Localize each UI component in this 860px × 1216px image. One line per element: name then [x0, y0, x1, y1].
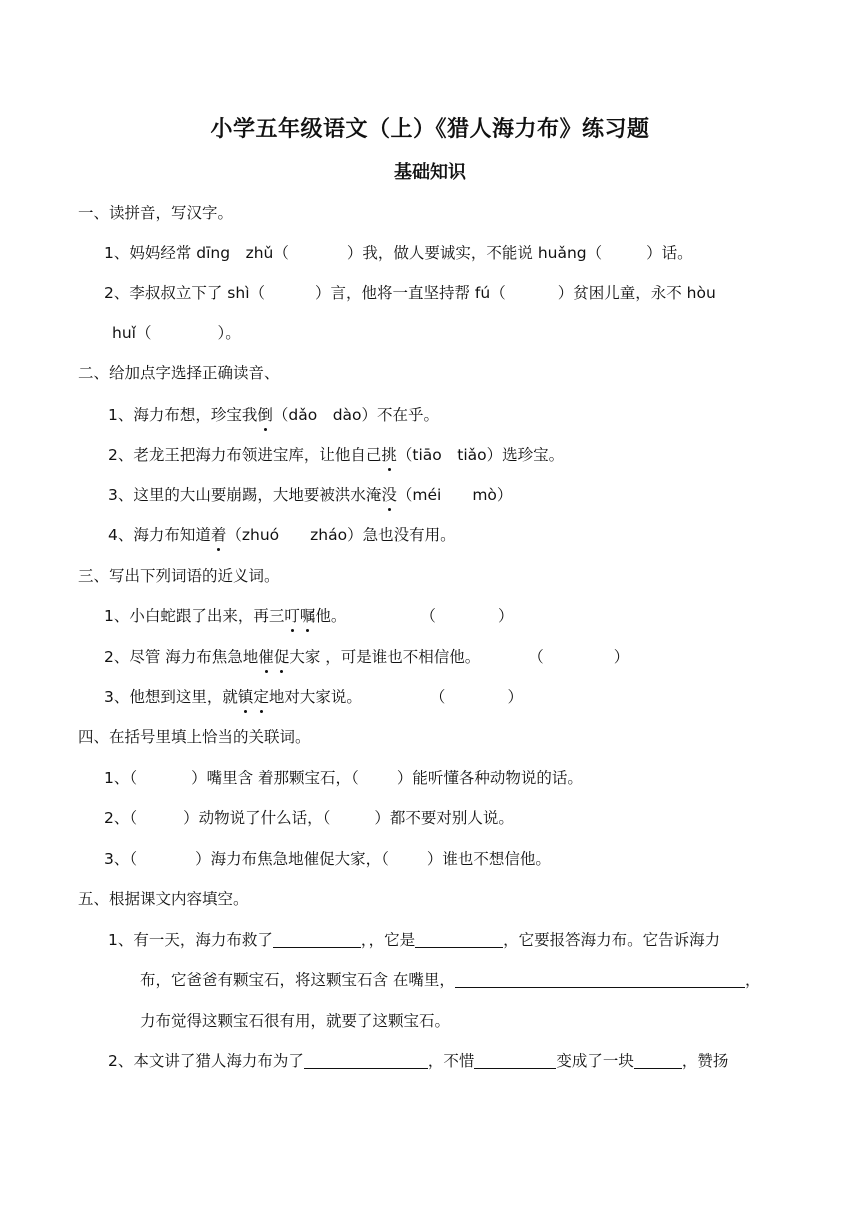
dotted-char: 没: [381, 486, 397, 504]
fill-blank[interactable]: [634, 1052, 682, 1069]
dotted-char: 促: [273, 648, 290, 666]
dotted-char: 镇: [237, 688, 254, 706]
s5-question-1: 1、有一天，海力布救了 ，，它是 ，它要报答海力布。它告诉海力: [108, 931, 721, 949]
s2-question-4: 4、海力布知道着（zhuó zháo）急也没有用。: [108, 526, 456, 544]
page-title: 小学五年级语文（上）《猎人海力布》练习题: [210, 117, 650, 142]
fill-blank[interactable]: [415, 931, 503, 948]
dotted-char: 着: [210, 526, 227, 544]
s2-question-2: 2、老龙王把海力布领进宝库，让他自己挑（tiāo tiǎo）选珍宝。: [108, 446, 565, 464]
section-3-heading: 三、写出下列词语的近义词。: [78, 567, 280, 585]
s4-question-1: 1、（ ）嘴里含 着那颗宝石，（ ）能听懂各种动物说的话。: [104, 769, 583, 787]
section-1-heading: 一、读拼音，写汉字。: [78, 204, 234, 222]
s1-question-1: 1、妈妈经常 dīng zhǔ（ ）我，做人要诚实，不能说 huǎng（ ）话。: [104, 244, 693, 262]
s3-question-3: 3、他想到这里，就镇定地对大家说。 （ ）: [104, 688, 523, 706]
dotted-char: 叮: [284, 607, 300, 625]
section-2-heading: 二、给加点字选择正确读音、: [78, 364, 280, 382]
dotted-char: 定: [253, 688, 269, 706]
fill-blank[interactable]: [455, 971, 745, 988]
section-4-heading: 四、在括号里填上恰当的关联词。: [78, 728, 311, 746]
fill-blank[interactable]: [304, 1052, 428, 1069]
s2-question-3: 3、这里的大山要崩踢，大地要被洪水淹没（méi mò）: [108, 486, 513, 504]
dotted-char: 嘱: [299, 607, 316, 625]
s2-question-1: 1、海力布想，珍宝我倒（dǎo dào）不在乎。: [108, 406, 440, 424]
s3-question-1: 1、小白蛇跟了出来，再三叮嘱他。 （ ）: [104, 607, 514, 625]
s5-question-1-line-2: 布，它爸爸有颗宝石，将这颗宝石含 在嘴里， ，: [140, 971, 761, 989]
s3-question-2: 2、尽管 海力布焦急地催促大家 ，可是谁也不相信他。 （ ）: [104, 648, 630, 666]
dotted-char: 催: [258, 648, 274, 666]
fill-blank[interactable]: [273, 931, 361, 948]
page-subtitle: 基础知识: [394, 162, 466, 183]
dotted-char: 倒: [257, 406, 273, 424]
s1-question-2: 2、李叔叔立下了 shì（ ）言，他将一直坚持帮 fú（ ）贫困儿童，永不 hòu: [104, 284, 716, 302]
fill-blank[interactable]: [474, 1052, 556, 1069]
s5-question-2: 2、本文讲了猎人海力布为了 ，不惜 变成了一块 ，赞扬: [108, 1052, 729, 1070]
s5-question-1-line-3: 力布觉得这颗宝石很有用，就要了这颗宝石。: [140, 1012, 451, 1030]
s4-question-3: 3、（ ）海力布焦急地催促大家，（ ）谁也不想信他。: [104, 850, 551, 868]
section-5-heading: 五、根据课文内容填空。: [78, 890, 249, 908]
s4-question-2: 2、（ ）动物说了什么话，（ ）都不要对别人说。: [104, 809, 514, 827]
s1-question-2-continued: huǐ（ ）。: [112, 324, 241, 342]
dotted-char: 挑: [381, 446, 397, 464]
